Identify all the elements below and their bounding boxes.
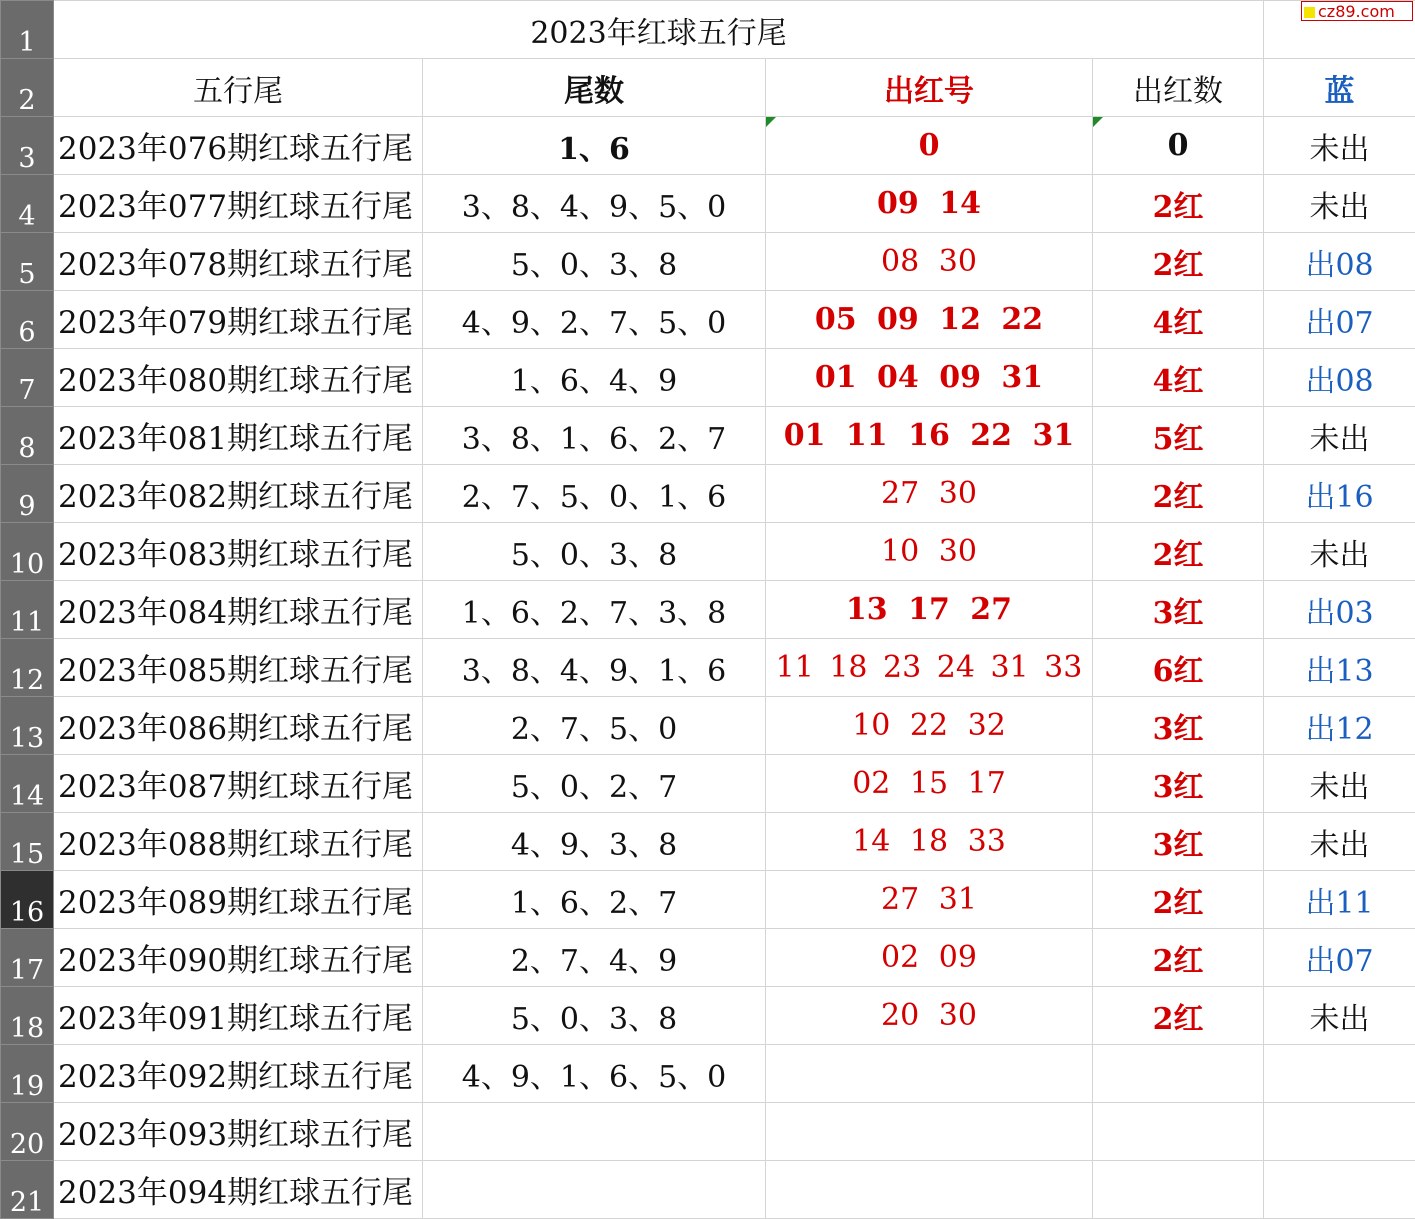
sheet-title-cell[interactable]: 2023年红球五行尾 [54,1,1264,59]
red-numbers-cell[interactable]: 01 11 16 22 31 [766,407,1093,465]
red-numbers-cell[interactable]: 14 18 33 [766,813,1093,871]
issue-name-cell[interactable]: 2023年092期红球五行尾 [54,1045,423,1103]
watermark-square-icon [1304,7,1315,18]
tails-cell[interactable]: 4、9、2、7、5、0 [423,291,766,349]
row-header[interactable]: 15 [1,813,54,871]
red-numbers-cell[interactable]: 05 09 12 22 [766,291,1093,349]
row-header[interactable]: 10 [1,523,54,581]
red-numbers-cell[interactable]: 27 30 [766,465,1093,523]
table-row [1,697,1415,755]
table-row [1,523,1415,581]
tails-cell[interactable]: 4、9、3、8 [423,813,766,871]
blue-cell[interactable] [1264,1103,1415,1161]
row-header[interactable]: 13 [1,697,54,755]
issue-name-cell[interactable]: 2023年079期红球五行尾 [54,291,423,349]
tails-cell[interactable]: 5、0、2、7 [423,755,766,813]
blue-cell[interactable]: 未出 [1264,407,1415,465]
red-numbers-cell[interactable]: 01 04 09 31 [766,349,1093,407]
blue-cell[interactable]: 出12 [1264,697,1415,755]
table-row [1,813,1415,871]
table-row [1,175,1415,233]
table-row [1,871,1415,929]
table-row [1,291,1415,349]
red-numbers-cell[interactable]: 0 [766,117,1093,175]
red-numbers-cell[interactable]: 02 09 [766,929,1093,987]
issue-name-cell[interactable]: 2023年082期红球五行尾 [54,465,423,523]
table-row [1,233,1415,291]
row-header[interactable]: 6 [1,291,54,349]
tails-cell[interactable]: 2、7、5、0 [423,697,766,755]
watermark-text: cz89.com [1318,2,1395,21]
row-header[interactable]: 18 [1,987,54,1045]
row-header[interactable]: 1 [1,1,54,59]
tails-cell[interactable]: 4、9、1、6、5、0 [423,1045,766,1103]
tails-cell[interactable]: 2、7、5、0、1、6 [423,465,766,523]
row-header[interactable]: 20 [1,1103,54,1161]
issue-name-cell[interactable]: 2023年086期红球五行尾 [54,697,423,755]
issue-name-cell[interactable]: 2023年089期红球五行尾 [54,871,423,929]
red-count-cell[interactable]: 5红 [1093,407,1264,465]
red-count-cell[interactable] [1093,1045,1264,1103]
row-header[interactable]: 17 [1,929,54,987]
header-name-cell[interactable]: 五行尾 [54,59,423,117]
red-count-cell[interactable]: 2红 [1093,987,1264,1045]
header-blue-cell[interactable]: 蓝 [1264,59,1415,117]
tails-cell[interactable]: 2、7、4、9 [423,929,766,987]
blue-cell[interactable]: 未出 [1264,987,1415,1045]
row-header[interactable]: 2 [1,59,54,117]
blue-cell[interactable]: 出11 [1264,871,1415,929]
red-numbers-cell[interactable]: 02 15 17 [766,755,1093,813]
red-numbers-cell[interactable] [766,1161,1093,1219]
table-row [1,349,1415,407]
table-row [1,929,1415,987]
issue-name-cell[interactable]: 2023年091期红球五行尾 [54,987,423,1045]
red-count-cell[interactable]: 2红 [1093,871,1264,929]
blue-cell[interactable]: 出08 [1264,233,1415,291]
table-row [1,639,1415,697]
red-numbers-cell[interactable] [766,1045,1093,1103]
red-count-cell[interactable]: 3红 [1093,813,1264,871]
red-numbers-cell[interactable] [766,1103,1093,1161]
sheet-row [1,1,1415,59]
blue-cell[interactable]: 出07 [1264,291,1415,349]
issue-name-cell[interactable]: 2023年077期红球五行尾 [54,175,423,233]
red-numbers-cell[interactable]: 10 22 32 [766,697,1093,755]
issue-name-cell[interactable]: 2023年078期红球五行尾 [54,233,423,291]
row-header[interactable]: 5 [1,233,54,291]
tails-cell[interactable]: 1、6 [423,117,766,175]
issue-name-cell[interactable]: 2023年084期红球五行尾 [54,581,423,639]
blue-cell[interactable]: 未出 [1264,175,1415,233]
row-header[interactable]: 19 [1,1045,54,1103]
comment-indicator-icon [766,117,776,127]
red-count-cell[interactable]: 2红 [1093,233,1264,291]
tails-cell[interactable] [423,1103,766,1161]
red-numbers-cell[interactable]: 13 17 27 [766,581,1093,639]
blue-cell[interactable]: 出03 [1264,581,1415,639]
issue-name-cell[interactable]: 2023年081期红球五行尾 [54,407,423,465]
red-count-cell[interactable]: 4红 [1093,291,1264,349]
red-count-cell[interactable]: 6红 [1093,639,1264,697]
red-count-cell[interactable]: 3红 [1093,581,1264,639]
issue-name-cell[interactable]: 2023年090期红球五行尾 [54,929,423,987]
data-rows [1,117,1415,1219]
red-count-cell[interactable]: 4红 [1093,349,1264,407]
issue-name-cell[interactable]: 2023年094期红球五行尾 [54,1161,423,1219]
issue-name-cell[interactable]: 2023年087期红球五行尾 [54,755,423,813]
tails-cell[interactable]: 1、6、2、7、3、8 [423,581,766,639]
tails-cell[interactable]: 5、0、3、8 [423,233,766,291]
blue-cell[interactable]: 出13 [1264,639,1415,697]
row-header[interactable]: 21 [1,1161,54,1219]
red-count-cell[interactable]: 2红 [1093,465,1264,523]
blue-cell[interactable]: 出08 [1264,349,1415,407]
row-header[interactable]: 11 [1,581,54,639]
table-row [1,407,1415,465]
table-row [1,1103,1415,1161]
table-row [1,581,1415,639]
row-header[interactable]: 9 [1,465,54,523]
tails-cell[interactable] [423,1161,766,1219]
blue-cell[interactable]: 未出 [1264,117,1415,175]
red-numbers-cell[interactable]: 11 18 23 24 31 33 [766,639,1093,697]
row-header[interactable]: 3 [1,117,54,175]
red-count-cell[interactable]: 3红 [1093,755,1264,813]
row-header[interactable]: 7 [1,349,54,407]
red-numbers-cell[interactable]: 27 31 [766,871,1093,929]
header-row [1,59,1415,117]
blue-cell[interactable] [1264,1161,1415,1219]
red-numbers-cell[interactable]: 20 30 [766,987,1093,1045]
tails-cell[interactable]: 3、8、4、9、5、0 [423,175,766,233]
red-numbers-cell[interactable]: 08 30 [766,233,1093,291]
issue-name-cell[interactable]: 2023年093期红球五行尾 [54,1103,423,1161]
issue-name-cell[interactable]: 2023年088期红球五行尾 [54,813,423,871]
tails-cell[interactable]: 5、0、3、8 [423,987,766,1045]
comment-indicator-icon [1093,117,1103,127]
red-count-cell[interactable]: 2红 [1093,175,1264,233]
tails-cell[interactable]: 3、8、4、9、1、6 [423,639,766,697]
table-row [1,987,1415,1045]
red-count-cell[interactable] [1093,1103,1264,1161]
blue-cell[interactable]: 出07 [1264,929,1415,987]
watermark [1301,1,1413,21]
header-red-numbers-cell[interactable]: 出红号 [766,59,1093,117]
table-row [1,1161,1415,1219]
blue-cell[interactable]: 未出 [1264,755,1415,813]
tails-cell[interactable]: 3、8、1、6、2、7 [423,407,766,465]
row-header[interactable]: 12 [1,639,54,697]
tails-cell[interactable]: 5、0、3、8 [423,523,766,581]
blue-cell[interactable]: 未出 [1264,523,1415,581]
table-row [1,1045,1415,1103]
red-count-cell[interactable]: 3红 [1093,697,1264,755]
blue-cell[interactable]: 出16 [1264,465,1415,523]
row-header[interactable]: 4 [1,175,54,233]
row-header[interactable]: 8 [1,407,54,465]
red-count-cell[interactable]: 2红 [1093,523,1264,581]
row-header[interactable]: 14 [1,755,54,813]
tails-cell[interactable]: 1、6、4、9 [423,349,766,407]
issue-name-cell[interactable]: 2023年083期红球五行尾 [54,523,423,581]
header-red-count-cell[interactable]: 出红数 [1093,59,1264,117]
header-tails-cell[interactable]: 尾数 [423,59,766,117]
issue-name-cell[interactable]: 2023年080期红球五行尾 [54,349,423,407]
red-count-cell[interactable] [1093,1161,1264,1219]
red-count-cell[interactable]: 2红 [1093,929,1264,987]
red-count-cell[interactable]: 0 [1093,117,1264,175]
issue-name-cell[interactable]: 2023年076期红球五行尾 [54,117,423,175]
table-row [1,465,1415,523]
tails-cell[interactable]: 1、6、2、7 [423,871,766,929]
table-row [1,755,1415,813]
blue-cell[interactable] [1264,1045,1415,1103]
red-numbers-cell[interactable]: 09 14 [766,175,1093,233]
table-row [1,117,1415,175]
issue-name-cell[interactable]: 2023年085期红球五行尾 [54,639,423,697]
red-numbers-cell[interactable]: 10 30 [766,523,1093,581]
row-header[interactable]: 16 [1,871,54,929]
blue-cell[interactable]: 未出 [1264,813,1415,871]
